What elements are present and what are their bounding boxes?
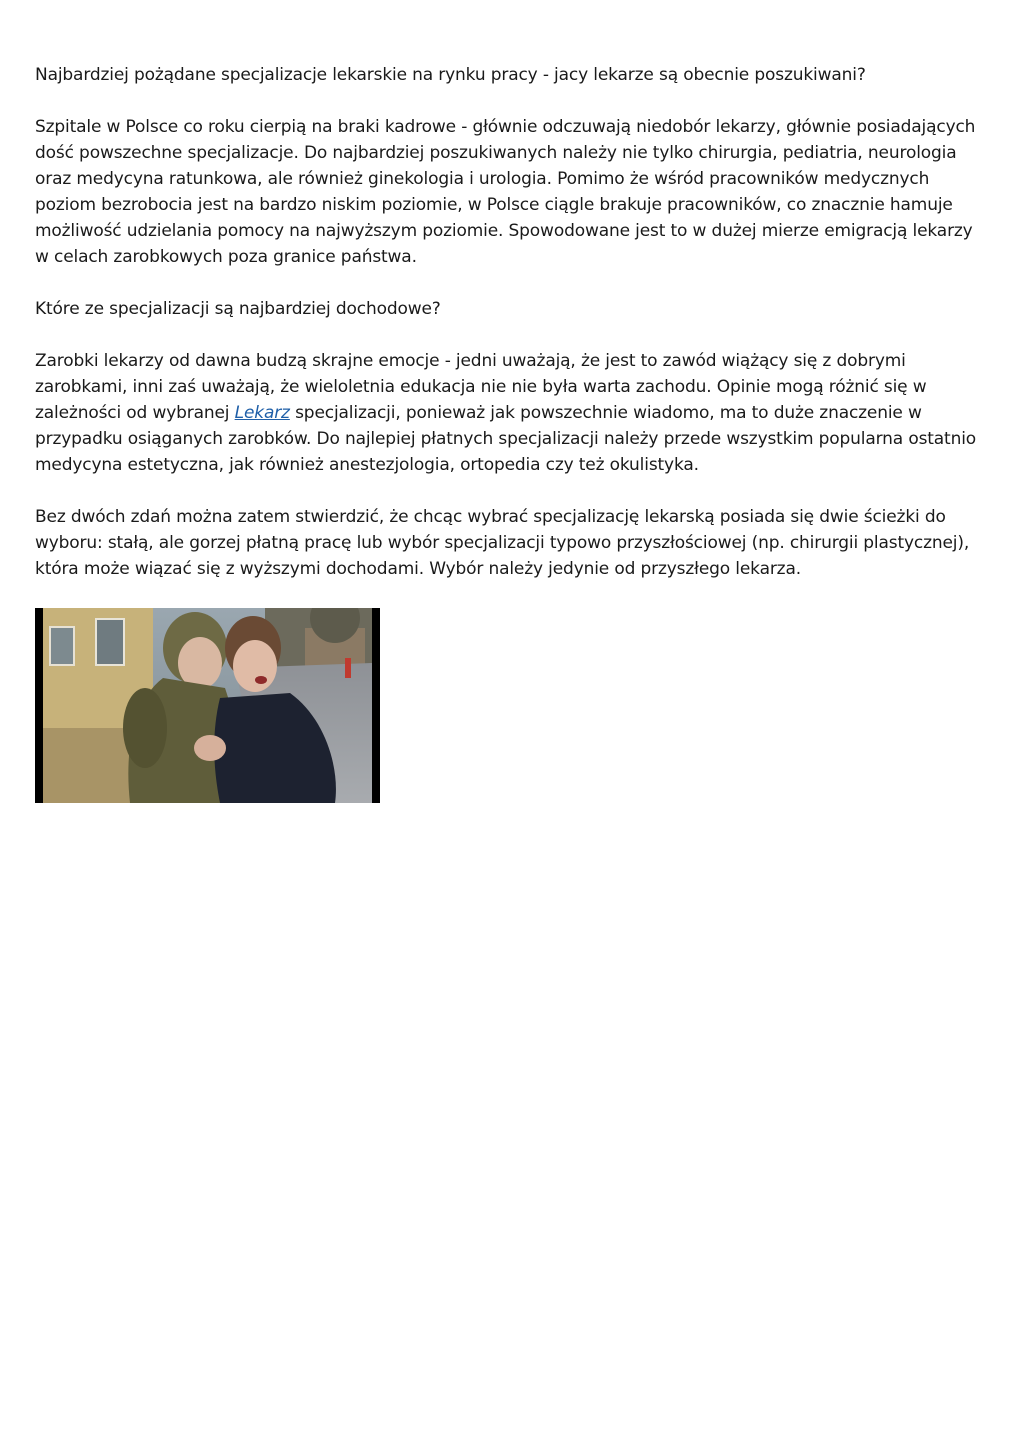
embedded-photo <box>35 608 380 803</box>
article-heading: Najbardziej pożądane specjalizacje lekarskie na rynku pracy - jacy lekarze są obecnie poszukiwani? <box>35 65 866 85</box>
article-subheading: Które ze specjalizacji są najbardziej dochodowe? <box>35 299 441 319</box>
paragraph-conclusion: Bez dwóch zdań można zatem stwierdzić, że chcąc wybrać specjalizację lekarską posiada się dwie ścieżki do wyboru: stałą, ale gorzej płatną pracę lub wybór specjalizacji typowo przyszłościowej (np. chirurgii plastycznej), która może wiązać się z wyższymi dochodami. Wybór należy jedynie od przyszłego lekarza. <box>35 507 970 579</box>
lekarz-link[interactable]: Lekarz <box>234 403 290 423</box>
paragraph-staffing-shortage: Szpitale w Polsce co roku cierpią na braki kadrowe - głównie odczuwają niedobór lekarzy, głównie posiadających dość powszechne specjalizacje. Do najbardziej poszukiwanych należy nie tylko chirurgia, pediatria, neurologia oraz medycyna ratunkowa, ale również ginekologia i urologia. Pomimo że wśród pracowników medycznych poziom bezrobocia jest na bardzo niskim poziomie, w Polsce ciągle brakuje pracowników, co znacznie hamuje możliwość udzielania pomocy na najwyższym poziomie. Spowodowane jest to w dużej mierze emigracją lekarzy w celach zarobkowych poza granice państwa. <box>35 117 976 267</box>
paragraph-earnings-text-end: specjalizacji, ponieważ jak powszechnie wiadomo, ma to duże znaczenie w przypadku osiąganych zarobków. Do najlepiej płatnych specjalizacji należy przede wszystkim popularna ostatnio medycyna estetyczna, jak również anestezjologia, ortopedia czy też okulistyka. <box>35 403 977 475</box>
document-page <box>35 62 990 803</box>
photo-illustration <box>35 608 380 803</box>
paragraph-earnings-text-start: Zarobki lekarzy od dawna budzą skrajne emocje - jedni uważają, że jest to zawód wiążący się z dobrymi zarobkami, inni zaś uważają, że wieloletnia edukacja nie nie była warta zachodu. Opinie mogą różnić się w zależności od wybranej <box>35 351 927 423</box>
paragraph-earnings <box>35 348 990 478</box>
